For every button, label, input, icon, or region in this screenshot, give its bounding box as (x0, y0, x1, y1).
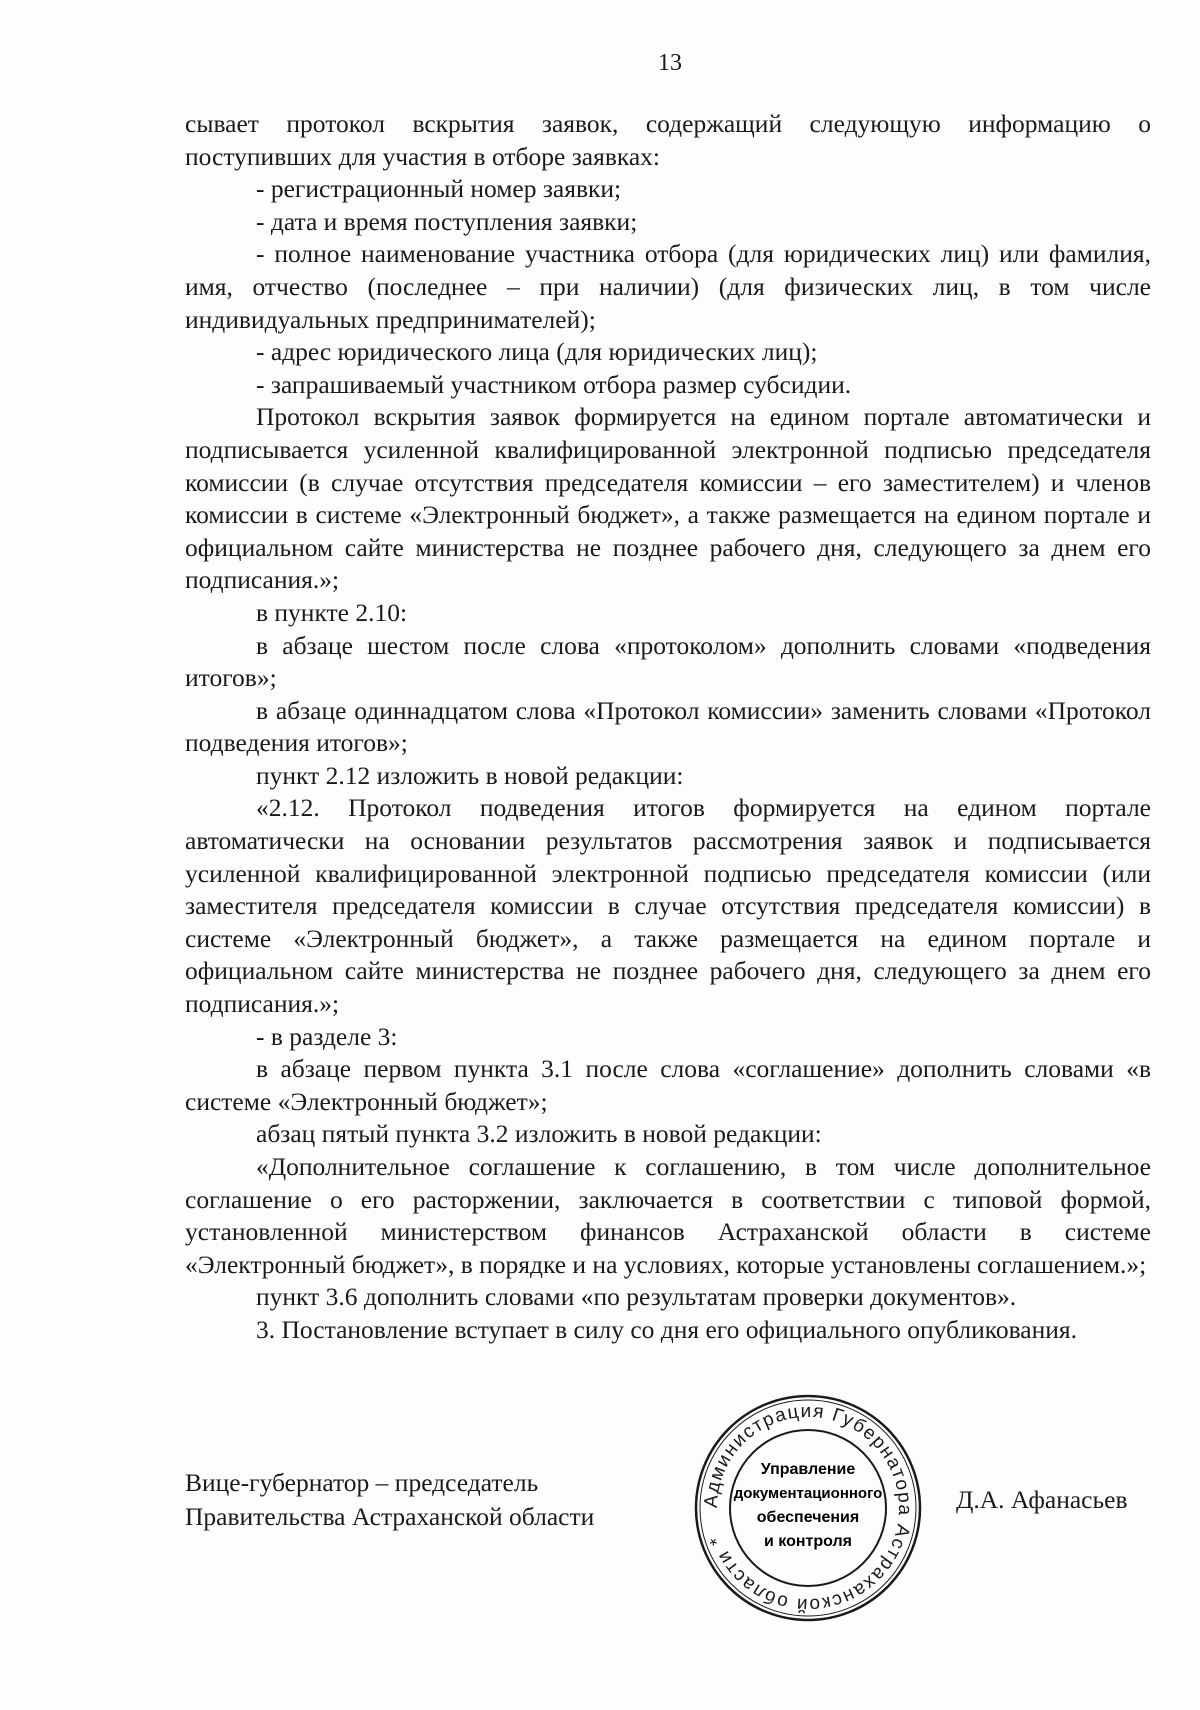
list-item-registration-number: - регистрационный номер заявки; (256, 174, 622, 204)
signatory-name: Д.А. Афанасьев (956, 1485, 1128, 1514)
seal-center-line-1: Управление (760, 1461, 856, 1478)
list-item-participant-name: - полное наименование участника отбора (для юридических лиц) или фамилия, имя, отчество (последнее – при наличии) (для физических лиц, в том числе индивидуальных предпринимателей); (185, 239, 1151, 334)
signature-block (185, 1466, 1151, 1534)
document-body (185, 108, 1151, 1347)
paragraph-clause-3-2-intro: абзац пятый пункта 3.2 изложить в новой редакции: (256, 1119, 822, 1149)
paragraph-clause-3-2: «Дополнительное соглашение к соглашению, в том числе дополнительное соглашение о его расторжении, заключается в соответствии с типовой формой, установленной министерством финансов Астраханской области в системе «Электронный бюджет», в порядке и на условиях, которые установлены соглашением.»; (185, 1152, 1151, 1279)
seal-center-line-4: и контроля (764, 1533, 852, 1550)
paragraph-section-3: - в разделе 3: (256, 1021, 398, 1051)
list-item-date-time: - дата и время поступления заявки; (256, 206, 638, 236)
paragraph-clause-3-6: пункт 3.6 дополнить словами «по результатам проверки документов». (256, 1282, 1017, 1312)
signatory-title-line1: Вице-губернатор – председатель (185, 1468, 539, 1497)
list-item-subsidy-amount: - запрашиваемый участником отбора размер субсидии. (256, 369, 852, 399)
seal-ring-text: Администрация Губернатора Астраханской области * (700, 1400, 916, 1616)
official-seal-icon (692, 1392, 924, 1624)
paragraph-abz-11: в абзаце одиннадцатом слова «Протокол комиссии» заменить словами «Протокол подведения итогов»; (185, 695, 1151, 758)
signatory-title-line2: Правительства Астраханской области (185, 1502, 595, 1531)
seal-center-line-2: документационного (733, 1485, 883, 1502)
paragraph-entry-into-force: 3. Постановление вступает в силу со дня его официального опубликования. (256, 1314, 1077, 1344)
paragraph-clause-2-12: «2.12. Протокол подведения итогов формируется на едином портале автоматически на основании результатов рассмотрения заявок и подписывается усиленной квалифицированной электронной подписью председателя комиссии (или заместителя председателя комиссии в случае отсутствия председателя комиссии) в системе «Электронный бюджет», а также размещается на едином портале и официальном сайте министерства не позднее рабочего дня, следующего за днем его подписания.»; (185, 793, 1151, 1019)
page-number: 13 (658, 50, 682, 76)
paragraph-abz-6: в абзаце шестом после слова «протоколом» дополнить словами «подведения итогов»; (185, 630, 1151, 693)
paragraph-opening-protocol: Протокол вскрытия заявок формируется на едином портале автоматически и подписывается усиленной квалифицированной электронной подписью председателя комиссии (в случае отсутствия председателя комиссии – его заместителем) и членов комиссии в системе «Электронный бюджет», а также размещается на едином портале и официальном сайте министерства не позднее рабочего дня, следующего за днем его подписания.»; (185, 402, 1151, 595)
paragraph-clause-2-10: в пункте 2.10: (256, 597, 408, 627)
list-item-legal-address: - адрес юридического лица (для юридических лиц); (256, 337, 818, 367)
paragraph-clause-3-1: в абзаце первом пункта 3.1 после слова «соглашение» дополнить словами «в системе «Электронный бюджет»; (185, 1054, 1151, 1116)
seal-center-line-3: обеспечения (756, 1509, 860, 1526)
paragraph-clause-2-12-intro: пункт 2.12 изложить в новой редакции: (256, 760, 684, 790)
paragraph-1: сывает протокол вскрытия заявок, содержащий следующую информацию о поступивших для участия в отборе заявках: (185, 109, 1151, 171)
